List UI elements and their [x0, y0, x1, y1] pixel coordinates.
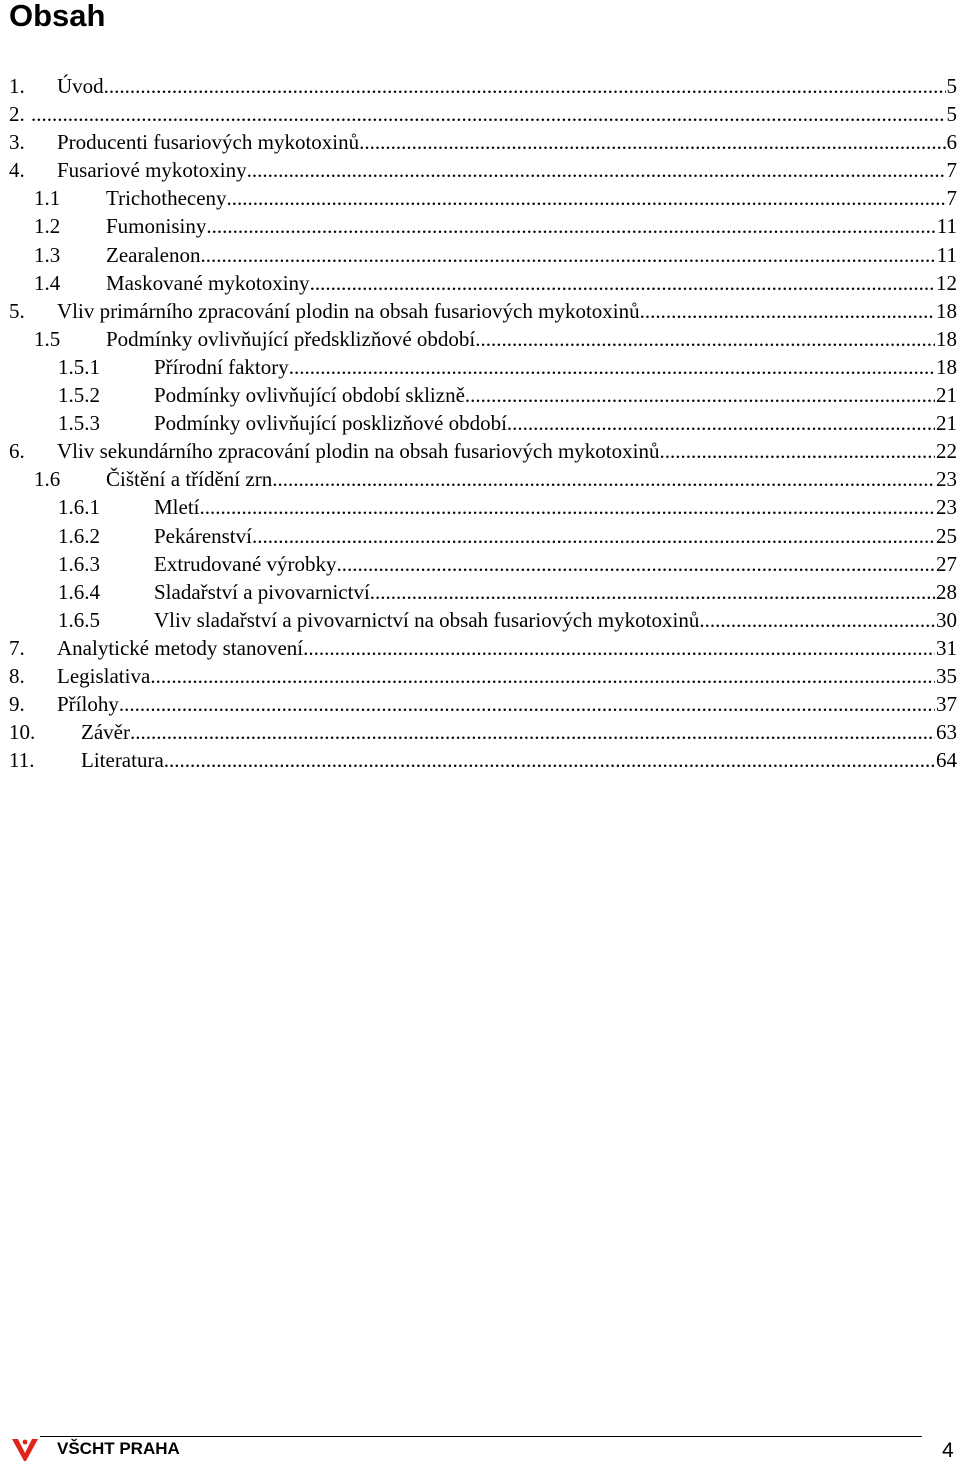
- toc-entry-title: Čištění a třídění zrn: [106, 467, 273, 492]
- toc-entry-title: Zearalenon: [106, 242, 201, 267]
- toc-entry-title: Maskované mykotoxiny: [106, 270, 310, 295]
- toc-dot-leader: [150, 662, 935, 690]
- toc-entry-title: Vliv primárního zpracování plodin na obsah fusariových mykotoxinů: [57, 298, 640, 323]
- toc-entry[interactable]: [0, 100, 957, 128]
- vscht-logo-icon: [10, 1436, 40, 1464]
- toc-entry-page: 64: [936, 748, 957, 773]
- toc-entry-title: Legislativa: [57, 663, 151, 688]
- toc-entry[interactable]: [0, 325, 957, 353]
- toc-dot-leader: [475, 325, 935, 353]
- toc-entry-title: Podmínky ovlivňující předsklizňové období: [106, 326, 476, 351]
- toc-entry[interactable]: [0, 522, 957, 550]
- toc-dot-leader: [252, 522, 935, 550]
- toc-entry-number: 7.: [9, 635, 25, 660]
- toc-entry-title: Literatura: [81, 748, 164, 773]
- footer-organization: VŠCHT PRAHA: [57, 1439, 180, 1458]
- toc-entry-title: Vliv sekundárního zpracování plodin na obsah fusariových mykotoxinů: [57, 439, 660, 464]
- toc-dot-leader: [247, 156, 946, 184]
- toc-entry-page: 7: [946, 158, 957, 183]
- toc-entry[interactable]: [0, 381, 957, 409]
- toc-entry-page: 6: [946, 130, 957, 155]
- toc-entry[interactable]: [0, 437, 957, 465]
- toc-entry-title: Podmínky ovlivňující období sklizně: [154, 383, 465, 408]
- toc-entry[interactable]: [0, 746, 957, 774]
- toc-entry-page: 27: [936, 551, 957, 576]
- toc-entry-title: Producenti fusariových mykotoxinů: [57, 130, 360, 155]
- toc-entry-number: 8.: [9, 663, 25, 688]
- toc-entry[interactable]: [0, 353, 957, 381]
- toc-entry-title: Analytické metody stanovení: [57, 635, 304, 660]
- toc-entry-title: Pekárenství: [154, 523, 252, 548]
- toc-dot-leader: [370, 578, 935, 606]
- toc-entry[interactable]: [0, 297, 957, 325]
- toc-entry-page: 35: [936, 663, 957, 688]
- toc-entry-title: Přílohy: [57, 692, 119, 717]
- page-title: Obsah: [9, 0, 106, 33]
- footer-divider: [10, 1436, 922, 1437]
- toc-entry[interactable]: [0, 690, 957, 718]
- toc-entry-page: 21: [936, 383, 957, 408]
- toc-entry[interactable]: [0, 606, 957, 634]
- toc-dot-leader: [465, 381, 935, 409]
- toc-entry[interactable]: [0, 662, 957, 690]
- toc-entry[interactable]: [0, 634, 957, 662]
- toc-entry-number: 1.3: [34, 242, 61, 267]
- toc-dot-leader: [659, 437, 935, 465]
- toc-entry-page: 18: [936, 326, 957, 351]
- toc-entry-number: 1.6: [34, 467, 61, 492]
- toc-entry-page: 11: [936, 242, 957, 267]
- toc-entry-title: Trichotheceny: [106, 186, 227, 211]
- toc-dot-leader: [130, 718, 935, 746]
- toc-dot-leader: [227, 184, 946, 212]
- toc-entry-page: 5: [946, 102, 957, 127]
- toc-entry-title: Sladařství a pivovarnictví: [154, 579, 370, 604]
- toc-entry-page: 28: [936, 579, 957, 604]
- toc-entry[interactable]: [0, 128, 957, 156]
- toc-dot-leader: [310, 269, 935, 297]
- toc-dot-leader: [640, 297, 935, 325]
- toc-entry-title: Závěr: [81, 720, 130, 745]
- toc-entry-number: 1.2: [34, 214, 61, 239]
- toc-entry-number: 1.6.5: [58, 607, 100, 632]
- toc-entry-number: 4.: [9, 158, 25, 183]
- toc-entry-number: 1.1: [34, 186, 61, 211]
- toc-entry-number: 1.6.2: [58, 523, 100, 548]
- toc-dot-leader: [104, 72, 946, 100]
- toc-dot-leader: [337, 550, 935, 578]
- toc-entry-page: 18: [936, 298, 957, 323]
- toc-entry[interactable]: [0, 409, 957, 437]
- toc-dot-leader: [359, 128, 945, 156]
- toc-entry-number: 1.6.4: [58, 579, 100, 604]
- toc-entry[interactable]: [0, 241, 957, 269]
- toc-entry-number: 1.5: [34, 326, 61, 351]
- toc-dot-leader: [289, 353, 935, 381]
- toc-entry-page: 23: [936, 467, 957, 492]
- toc-entry-number: 11.: [9, 748, 35, 773]
- toc-dot-leader: [699, 606, 935, 634]
- toc-entry-number: 1.5.2: [58, 383, 100, 408]
- toc-entry-number: 1.5.1: [58, 354, 100, 379]
- toc-entry-title: Vliv sladařství a pivovarnictví na obsah fusariových mykotoxinů: [154, 607, 700, 632]
- toc-entry[interactable]: [0, 718, 957, 746]
- toc-entry-number: 1.6.1: [58, 495, 100, 520]
- toc-entry[interactable]: [0, 493, 957, 521]
- toc-dot-leader: [206, 212, 935, 240]
- toc-dot-leader: [200, 493, 936, 521]
- toc-entry-number: 1.: [9, 74, 25, 98]
- table-of-contents: [0, 72, 960, 774]
- toc-entry-page: 37: [936, 692, 957, 717]
- toc-dot-leader: [200, 241, 935, 269]
- toc-dot-leader: [31, 100, 946, 128]
- toc-entry-number: 9.: [9, 692, 25, 717]
- toc-entry-number: 6.: [9, 439, 25, 464]
- toc-dot-leader: [303, 634, 935, 662]
- toc-dot-leader: [164, 746, 935, 774]
- toc-entry-page: 11: [936, 214, 957, 239]
- toc-entry-page: 5: [946, 74, 957, 98]
- toc-entry[interactable]: [0, 212, 957, 240]
- toc-entry-title: Podmínky ovlivňující posklizňové období: [154, 411, 507, 436]
- toc-entry-number: 2.: [9, 102, 25, 127]
- toc-entry[interactable]: [0, 550, 957, 578]
- toc-entry[interactable]: [0, 72, 957, 100]
- toc-entry-number: 5.: [9, 298, 25, 323]
- toc-entry-number: 1.5.3: [58, 411, 100, 436]
- toc-entry-title: Úvod: [57, 74, 104, 98]
- toc-entry-number: 1.6.3: [58, 551, 100, 576]
- toc-entry-number: 1.4: [34, 270, 61, 295]
- toc-entry-page: 12: [936, 270, 957, 295]
- toc-entry-page: 25: [936, 523, 957, 548]
- toc-dot-leader: [119, 690, 935, 718]
- toc-dot-leader: [272, 465, 935, 493]
- toc-entry[interactable]: [0, 184, 957, 212]
- toc-entry-title: Přírodní faktory: [154, 354, 289, 379]
- toc-entry[interactable]: [0, 269, 957, 297]
- toc-entry-page: 7: [946, 186, 957, 211]
- toc-entry-page: 31: [936, 635, 957, 660]
- toc-entry-page: 63: [936, 720, 957, 745]
- toc-entry[interactable]: [0, 465, 957, 493]
- toc-entry-title: Fusariové mykotoxiny: [57, 158, 247, 183]
- toc-entry-page: 23: [936, 495, 957, 520]
- toc-entry-title: Fumonisiny: [106, 214, 207, 239]
- toc-dot-leader: [507, 409, 935, 437]
- toc-entry-number: 10.: [9, 720, 36, 745]
- toc-entry-page: 18: [936, 354, 957, 379]
- toc-entry[interactable]: [0, 578, 957, 606]
- toc-entry[interactable]: [0, 156, 957, 184]
- toc-entry-page: 22: [936, 439, 957, 464]
- toc-entry-title: Extrudované výrobky: [154, 551, 337, 576]
- toc-entry-number: 3.: [9, 130, 25, 155]
- toc-entry-page: 21: [936, 411, 957, 436]
- page-number: 4: [942, 1439, 954, 1462]
- toc-entry-page: 30: [936, 607, 957, 632]
- toc-entry-title: Mletí: [154, 495, 200, 520]
